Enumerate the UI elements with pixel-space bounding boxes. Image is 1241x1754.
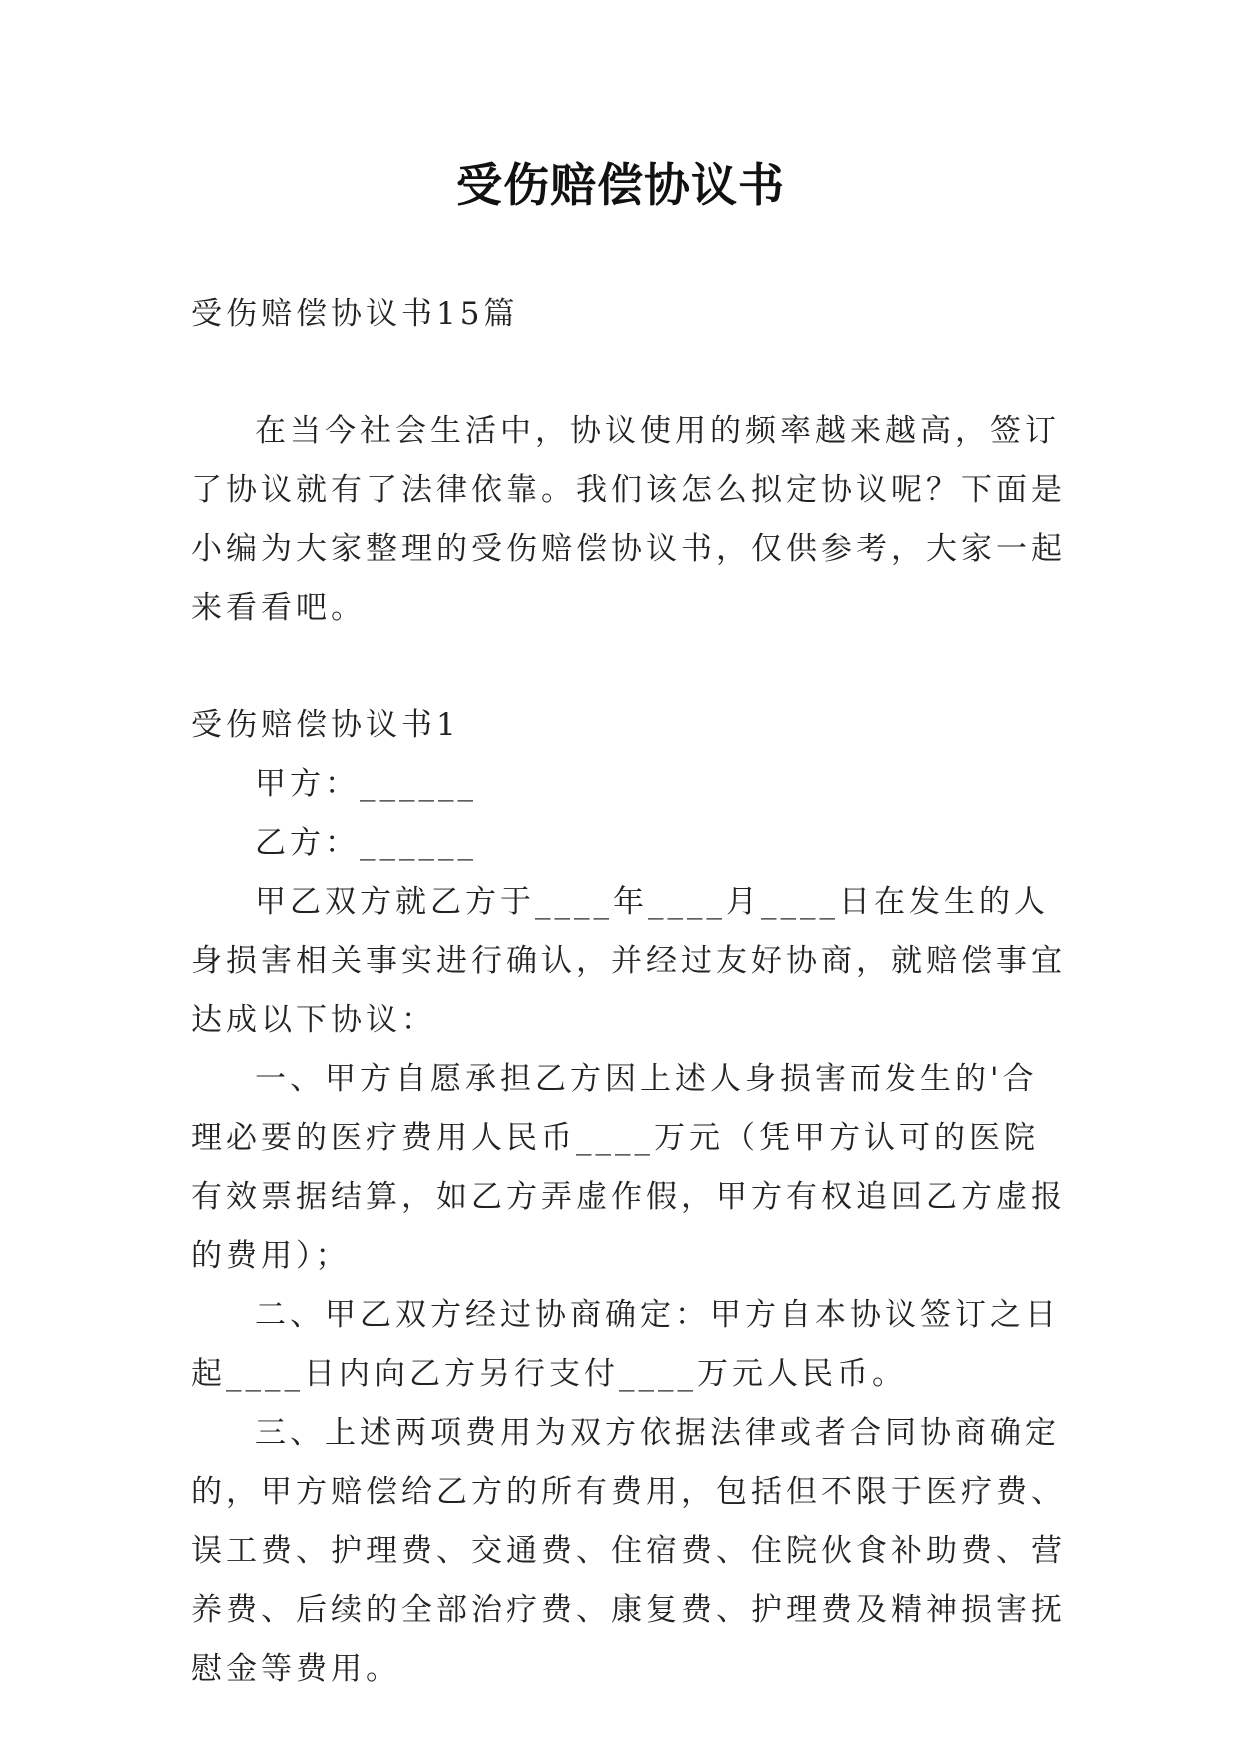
party-a-line: 甲方：______ <box>255 766 477 802</box>
document-body <box>191 285 1071 1699</box>
document-title: 受伤赔偿协议书 <box>456 158 785 212</box>
clause-1-paragraph: 一、甲方自愿承担乙方因上述人身损害而发生的'合理必要的医疗费用人民币____万元（凭甲方认可的医院有效票据结算，如乙方弄虚作假，甲方有权追回乙方虚报的费用）； <box>191 1061 1066 1274</box>
clause-2-paragraph: 二、甲乙双方经过协商确定：甲方自本协议签订之日起____日内向乙方另行支付____万元人民币。 <box>191 1297 1060 1392</box>
section-heading: 受伤赔偿协议书1 <box>191 707 460 743</box>
clause-3-paragraph: 三、上述两项费用为双方依据法律或者合同协商确定的，甲方赔偿给乙方的所有费用，包括但不限于医疗费、误工费、护理费、交通费、住宿费、住院伙食补助费、营养费、后续的全部治疗费、康复费、护理费及精神损害抚慰金等费用。 <box>191 1415 1066 1687</box>
intro-paragraph: 在当今社会生活中，协议使用的频率越来越高，签订了协议就有了法律依靠。我们该怎么拟定协议呢？下面是小编为大家整理的受伤赔偿协议书，仅供参考，大家一起来看看吧。 <box>191 413 1066 626</box>
document-subtitle: 受伤赔偿协议书15篇 <box>191 296 519 332</box>
party-b-line: 乙方：______ <box>255 825 477 861</box>
preamble-paragraph: 甲乙双方就乙方于____年____月____日在发生的人身损害相关事实进行确认，并经过友好协商，就赔偿事宜达成以下协议： <box>191 884 1066 1038</box>
